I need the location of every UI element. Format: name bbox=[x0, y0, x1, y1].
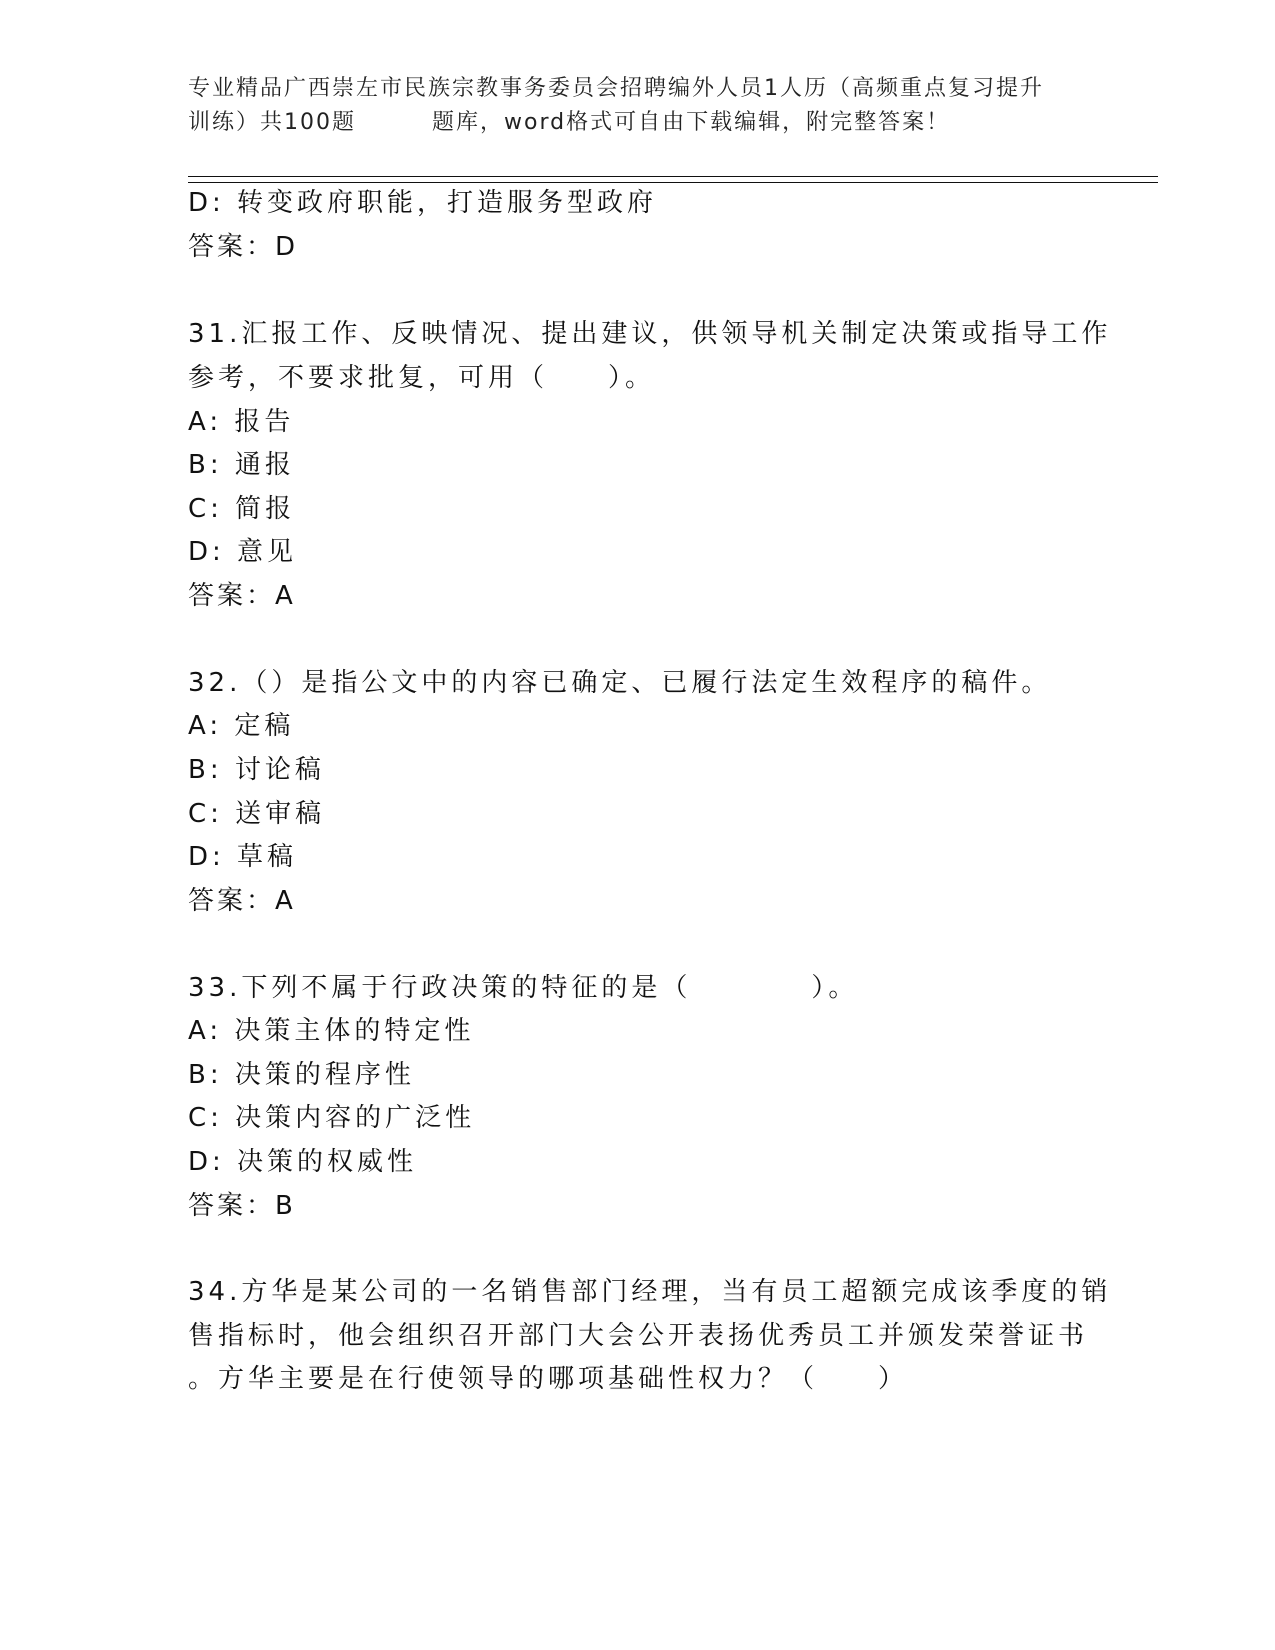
header-title-line-2 bbox=[188, 106, 1088, 140]
q32-answer: 答案：A bbox=[188, 886, 296, 916]
q34-stem-line-2: 售指标时，他会组织召开部门大会公开表扬优秀员工并颁发荣誉证书 bbox=[188, 1321, 1089, 1351]
header-title-line-1: 专业精品广西崇左市民族宗教事务委员会招聘编外人员1人历（高频重点复习提升 bbox=[188, 76, 1044, 101]
q32-stem-line-1: 32.（）是指公文中的内容已确定、已履行法定生效程序的稿件。 bbox=[188, 668, 1052, 698]
q31-option-a: A: 报告 bbox=[188, 407, 295, 437]
q33-option-c: C: 决策内容的广泛性 bbox=[188, 1103, 476, 1133]
header-title-line-2-part-1: 训练）共100题 bbox=[188, 110, 356, 135]
q31-stem-line-2: 参考，不要求批复，可用（ ）。 bbox=[188, 363, 656, 393]
q34-stem-line-3: 。方华主要是在行使领导的哪项基础性权力？（ ） bbox=[188, 1364, 909, 1394]
q31-option-d: D: 意见 bbox=[188, 537, 298, 567]
q33-option-d: D: 决策的权威性 bbox=[188, 1147, 418, 1177]
q32-option-c: C: 送审稿 bbox=[188, 799, 326, 829]
q32-option-b: B: 讨论稿 bbox=[188, 755, 325, 785]
q33-answer: 答案：B bbox=[188, 1191, 296, 1221]
q31-answer: 答案：A bbox=[188, 581, 296, 611]
prev-question-option-d: D: 转变政府职能，打造服务型政府 bbox=[188, 188, 658, 218]
q33-option-b: B: 决策的程序性 bbox=[188, 1060, 415, 1090]
q32-option-a: A: 定稿 bbox=[188, 711, 295, 741]
header-divider-top bbox=[188, 176, 1158, 177]
q31-option-b: B: 通报 bbox=[188, 450, 295, 480]
q34-stem-line-1: 34.方华是某公司的一名销售部门经理，当有员工超额完成该季度的销 bbox=[188, 1277, 1112, 1307]
header-title-line-2-part-2: 题库，word格式可自由下载编辑，附完整答案！ bbox=[432, 110, 951, 135]
q31-option-c: C: 简报 bbox=[188, 494, 296, 524]
header-divider-bottom bbox=[188, 182, 1158, 183]
q32-option-d: D: 草稿 bbox=[188, 842, 298, 872]
document-header bbox=[188, 72, 1088, 140]
q31-stem-line-1: 31.汇报工作、反映情况、提出建议，供领导机关制定决策或指导工作 bbox=[188, 319, 1112, 349]
q33-stem-line-1: 33.下列不属于行政决策的特征的是（ ）。 bbox=[188, 973, 859, 1003]
q33-option-a: A: 决策主体的特定性 bbox=[188, 1016, 475, 1046]
prev-question-answer: 答案：D bbox=[188, 232, 299, 262]
